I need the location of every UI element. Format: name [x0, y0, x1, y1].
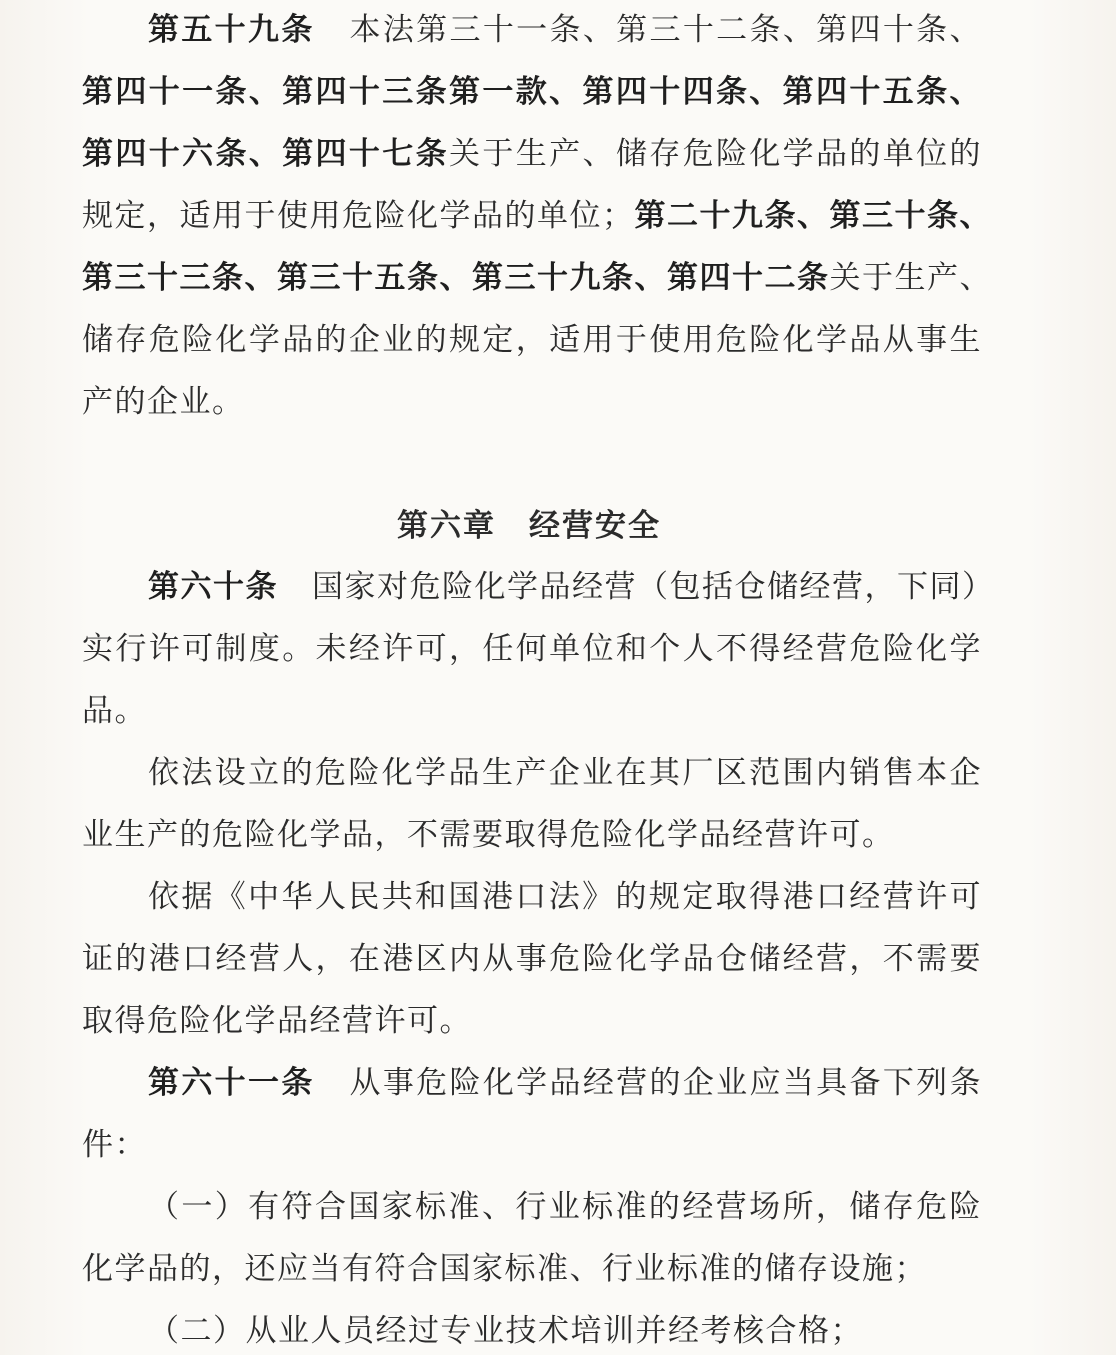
article-61-item-1-line-1: （一）有符合国家标准、行业标准的经营场所，储存危险 [148, 1189, 982, 1225]
article-59-text: 规定，适用于使用危险化学品的单位； [82, 198, 635, 234]
chapter-title: 第六章 经营安全 [397, 508, 661, 544]
article-59-text: 关于生产、储存危险化学品的单位的 [449, 136, 983, 172]
article-59-bold-ref: 第二十九条、第三十条、 [634, 198, 992, 234]
article-61-item-2-line-1: （二）从业人员经过专业技术培训并经考核合格； [148, 1313, 863, 1349]
article-59-line-2: 第四十一条、第四十三条第一款、第四十四条、第四十五条、 [82, 74, 982, 110]
article-59-title: 第五十九条 [148, 12, 315, 48]
article-59-line-4 [82, 196, 992, 236]
article-60-text: 国家对危险化学品经营（包括仓储经营，下同） [312, 569, 995, 605]
article-59-text: 关于生产、 [829, 260, 992, 296]
article-61-item-1-line-2: 化学品的，还应当有符合国家标准、行业标准的储存设施； [82, 1251, 927, 1287]
article-59-line-1 [148, 10, 982, 50]
article-59-bold-ref: 第三十三条、第三十五条、第三十九条、第四十二条 [82, 260, 830, 296]
article-60-line-1 [148, 567, 995, 607]
article-60-paragraph-2-line-1: 依法设立的危险化学品生产企业在其厂区范围内销售本企 [148, 755, 982, 791]
article-59-text: 本法第三十一条、第三十二条、第四十条、 [348, 12, 983, 48]
article-59-line-7: 产的企业。 [82, 384, 245, 420]
article-60-line-2: 实行许可制度。未经许可，任何单位和个人不得经营危险化学 [82, 631, 982, 667]
article-59-line-6: 储存危险化学品的企业的规定，适用于使用危险化学品从事生 [82, 322, 982, 358]
article-59-bold-ref: 第四十六条、第四十七条 [82, 136, 450, 172]
article-60-line-3: 品。 [82, 693, 147, 729]
article-61-line-1 [148, 1063, 982, 1103]
article-61-text: 从事危险化学品经营的企业应当具备下列条 [348, 1065, 983, 1101]
article-59-line-5 [82, 258, 992, 298]
article-60-paragraph-2-line-2: 业生产的危险化学品，不需要取得危险化学品经营许可。 [82, 817, 895, 853]
article-61-line-2: 件： [82, 1127, 147, 1163]
article-60-paragraph-3-line-2: 证的港口经营人，在港区内从事危险化学品仓储经营，不需要 [82, 941, 982, 977]
article-60-title: 第六十条 [148, 569, 278, 605]
article-60-paragraph-3-line-3: 取得危险化学品经营许可。 [82, 1003, 472, 1039]
article-59-line-3 [82, 134, 982, 174]
article-61-title: 第六十一条 [148, 1065, 315, 1101]
article-60-paragraph-3-line-1: 依据《中华人民共和国港口法》的规定取得港口经营许可 [148, 879, 982, 915]
